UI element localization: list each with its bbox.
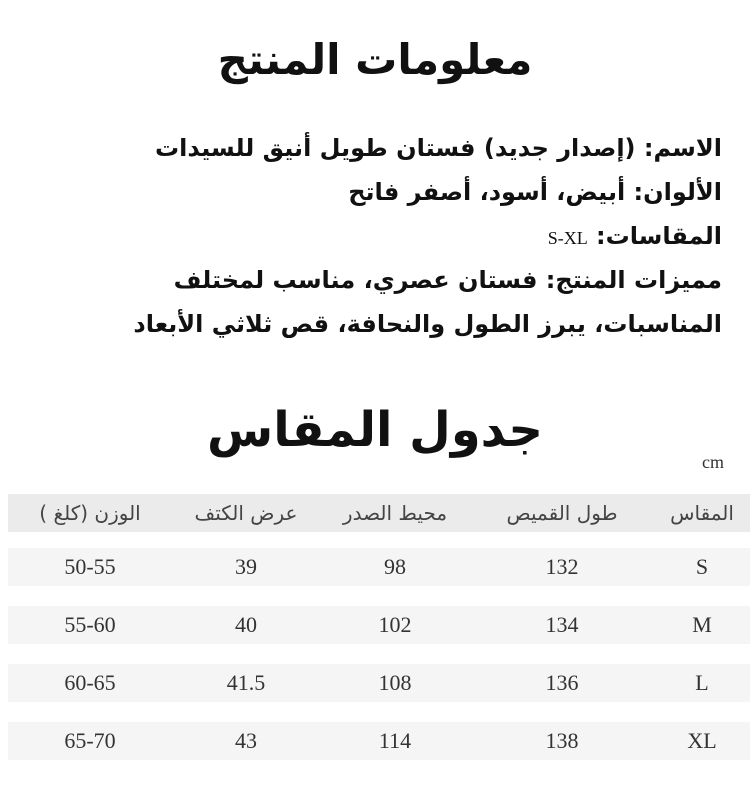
unit-label: cm [702, 452, 724, 472]
cell-bust: 114 [378, 728, 412, 753]
header-length: طول القميص [506, 501, 618, 525]
cell-size: L [695, 670, 709, 695]
cell-weight: 65-70 [64, 728, 116, 753]
cell-weight: 60-65 [64, 670, 116, 695]
table-row [8, 722, 750, 760]
cell-size: XL [687, 728, 717, 753]
table-header-row [8, 494, 750, 532]
product-colors: الألوان: أبيض، أسود، أصفر فاتح [348, 178, 722, 206]
cell-bust: 108 [378, 670, 412, 695]
cell-shoulder: 41.5 [226, 670, 266, 695]
header-weight: الوزن (كلغ ) [39, 501, 141, 525]
cell-weight: 50-55 [64, 554, 116, 579]
cell-shoulder: 40 [235, 612, 257, 637]
cell-size: M [692, 612, 712, 637]
product-sizes [22, 214, 722, 258]
product-features-line-1: مميزات المنتج: فستان عصري، مناسب لمختلف [173, 266, 722, 294]
header-shoulder: عرض الكتف [194, 501, 298, 525]
cell-size: S [695, 554, 709, 579]
cell-shoulder: 43 [235, 728, 257, 753]
cell-weight: 55-60 [64, 612, 116, 637]
size-chart-title: جدول المقاس [207, 402, 543, 458]
table-row [8, 548, 750, 586]
cell-length: 132 [545, 554, 579, 579]
table-row [8, 664, 750, 702]
product-name: الاسم: (إصدار جديد) فستان طويل أنيق للسيدات [155, 134, 722, 162]
cell-length: 138 [545, 728, 579, 753]
cell-bust: 102 [378, 612, 412, 637]
product-info [22, 126, 722, 346]
cell-length: 134 [545, 612, 579, 637]
header-size: المقاس [670, 501, 734, 525]
size-table [8, 494, 750, 780]
table-row [8, 606, 750, 644]
header-bust: محيط الصدر [342, 501, 448, 525]
cell-shoulder: 39 [235, 554, 257, 579]
sizes-value: S-XL [547, 228, 588, 248]
sizes-label: المقاسات: [596, 222, 722, 250]
cell-bust: 98 [384, 554, 406, 579]
product-features-line-2: المناسبات، يبرز الطول والنحافة، قص ثلاثي الأبعاد [133, 310, 722, 338]
page-title: معلومات المنتج [217, 35, 533, 84]
cell-length: 136 [545, 670, 579, 695]
